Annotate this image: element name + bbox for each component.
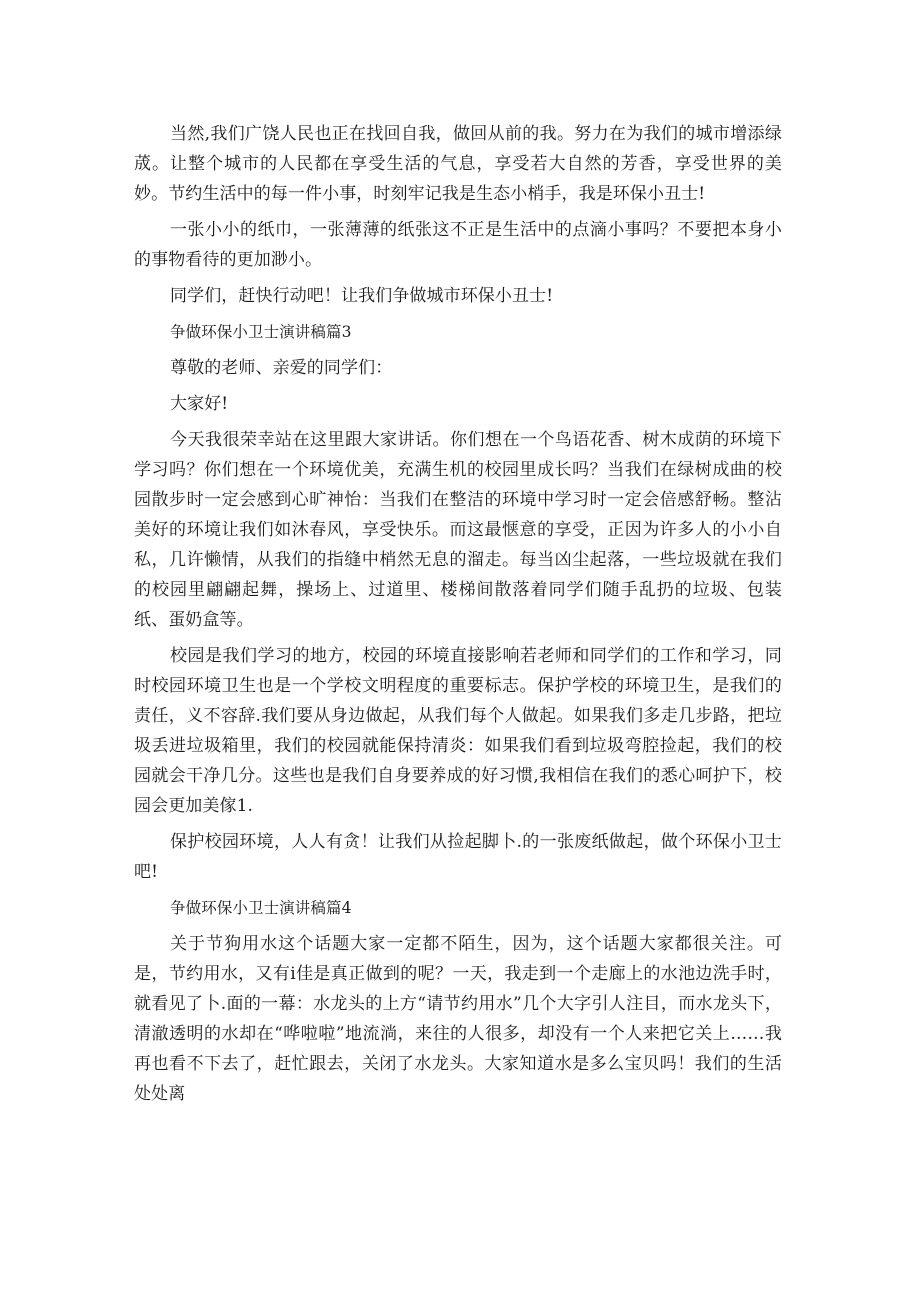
paragraph: 当然,我们广饶人民也正在找回自我，做回从前的我。努力在为我们的城市增添绿荿。让整个城市的人民都在享受生活的气息，享受若大自然的芳香，享受世界的美妙。节约生活中的每一件小事，时刻牢记我是生态小梢手，我是环保小丑士! [134,124,782,204]
paragraph: 一张小小的纸巾，一张薄薄的纸张这不正是生活中的点滴小事吗？不要把本身小的事物看待的更加渺小。 [134,220,782,270]
paragraph: 保护校园环境，人人有贪！让我们从捡起脚卜.的一张废纸做起，做个环保小卫士吧! [134,832,782,882]
section-heading: 争做环保小卫士演讲稿篇4 [170,899,352,917]
paragraph: 今天我很荣幸站在这里跟大家讲话。你们想在一个鸟语花香、树木成荫的环境下学习吗？你们想在一个环境优美，充满生机的校园里成长吗？当我们在绿树成曲的校园散步时一定会感到心旷神怡：当我们在整洁的环境中学习时一定会倍感舒畅。整沾美好的环境让我们如沐春风，享受快乐。而这最惬意的享受，正因为许多人的小小自私，几许懒情，从我们的指缝中梢然无息的溜走。每当凶尘起落，一些垃圾就在我们的校园里翩翩起舞，操场上、过道里、楼梯间散落着同学们随手乱扔的垃圾、包装纸、蛋奶盒等。 [134,430,782,630]
paragraph: 关于节狗用水这个话题大家一定都不陌生，因为，这个话题大家都很关注。可是，节约用水，又有i佳是真正做到的呢？一天，我走到一个走廊上的水池边洗手时，就看见了卜.面的一幕：水龙头的上方“请节约用水”几个大字引人注目，而水龙头下，清澈透明的水却在“哗啦啦”地流淌，来往的人很多，却没有一个人来把它关上……我再也看不下去了，赶忙跟去，关闭了水龙头。大家知道水是多么宝贝吗！我们的生活处处离 [134,934,782,1104]
section-heading: 争做环保小卫士演讲稿篇3 [170,323,352,341]
greeting: 大家好! [170,394,229,414]
paragraph: 校园是我们学习的地方，校园的环境直接影响若老师和同学们的工作和学习，同时校园环境卫生也是一个学校文明程度的重要标志。保护学校的环境卫生，是我们的责任，义不容辞.我们要从身边做起，从我们每个人做起。如果我们多走几步路，把垃圾丢进垃圾箱里，我们的校园就能保持清炎：如果我们看到垃圾弯腔捡起，我们的校园就会干净几分。这些也是我们自身要养成的好习惯,我相信在我们的悉心呵护下，校园会更加美傢1. [134,646,782,816]
salutation: 尊敬的老师、亲爱的同学们： [170,358,393,378]
paragraph: 同学们，赶快行动吧！让我们争做城市环保小丑士! [170,286,554,306]
document-body [134,119,782,1115]
